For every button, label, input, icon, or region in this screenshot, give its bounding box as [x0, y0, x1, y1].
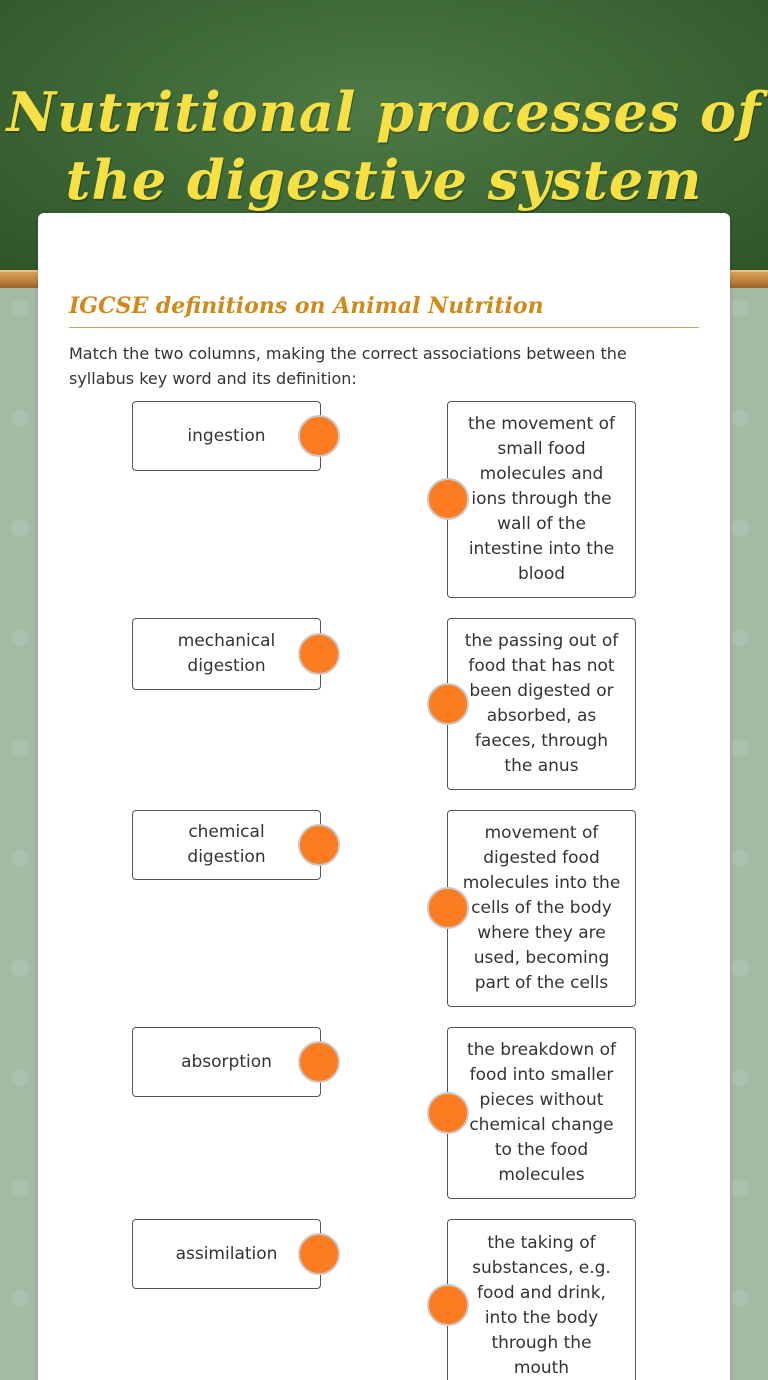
match-left-item: absorption — [132, 1027, 321, 1097]
match-right-connector[interactable] — [427, 1284, 469, 1326]
match-right-item: the passing out of food that has not been digested or absorbed, as faeces, through the anus — [447, 618, 636, 790]
match-left-item: ingestion — [132, 401, 321, 471]
page-title-line1: Nutritional processes of — [6, 80, 762, 144]
match-left-connector[interactable] — [298, 633, 340, 675]
match-left-item: chemical digestion — [132, 810, 321, 880]
match-right-connector[interactable] — [427, 1092, 469, 1134]
match-left-connector[interactable] — [298, 824, 340, 866]
instructions: Match the two columns, making the correct associations between the syllabus key word and its definition: — [69, 344, 627, 388]
match-left-connector[interactable] — [298, 1041, 340, 1083]
match-right-connector[interactable] — [427, 478, 469, 520]
worksheet-card — [38, 213, 730, 1380]
match-right-connector[interactable] — [427, 887, 469, 929]
match-left-item: assimilation — [132, 1219, 321, 1289]
match-right-item: movement of digested food molecules into the cells of the body where they are used, becoming part of the cells — [447, 810, 636, 1007]
match-left-connector[interactable] — [298, 1233, 340, 1275]
match-left-item: mechanical digestion — [132, 618, 321, 690]
section-title: IGCSE definitions on Animal Nutrition — [69, 291, 699, 328]
match-left-connector[interactable] — [298, 415, 340, 457]
match-right-connector[interactable] — [427, 683, 469, 725]
match-right-item: the taking of substances, e.g. food and drink, into the body through the mouth — [447, 1219, 636, 1380]
match-right-item: the movement of small food molecules and ions through the wall of the intestine into the blood — [447, 401, 636, 598]
match-right-item: the breakdown of food into smaller pieces without chemical change to the food molecules — [447, 1027, 636, 1199]
page-title-line2: the digestive system — [65, 148, 703, 212]
page-title — [0, 78, 768, 214]
